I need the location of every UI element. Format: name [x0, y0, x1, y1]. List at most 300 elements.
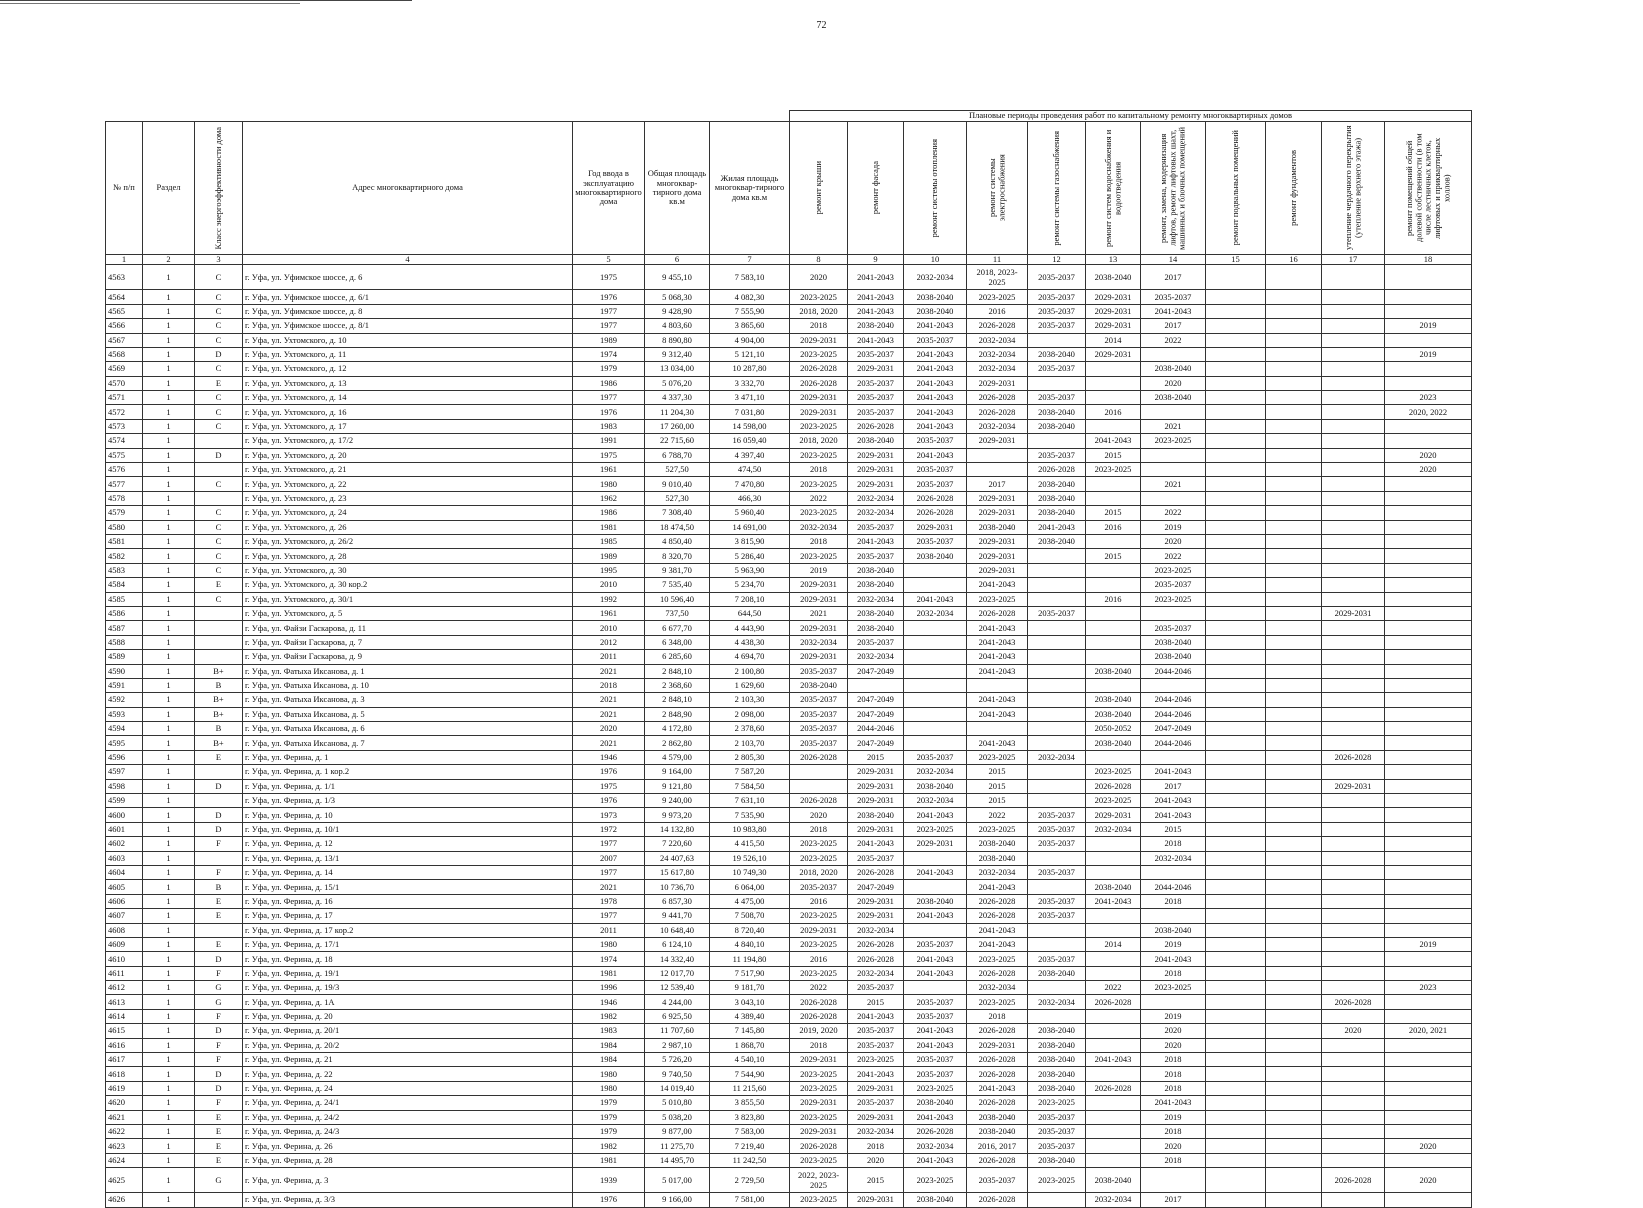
table-cell: 1977 — [573, 319, 645, 333]
col-header-foundation: ремонт фундаментов — [1266, 122, 1322, 255]
table-cell — [904, 650, 967, 664]
table-cell — [1206, 736, 1266, 750]
table-cell — [1086, 391, 1141, 405]
table-cell: 3 043,10 — [710, 995, 790, 1009]
table-cell — [1028, 937, 1086, 951]
table-cell: 7 584,50 — [710, 779, 790, 793]
table-cell — [1266, 290, 1322, 304]
table-cell — [1028, 650, 1086, 664]
table-cell: 2026-2028 — [790, 1139, 848, 1153]
table-cell: 1 — [143, 1139, 195, 1153]
table-cell: 1 — [143, 765, 195, 779]
table-cell: 4597 — [106, 765, 143, 779]
table-cell: 2029-2031 — [848, 448, 904, 462]
table-cell: 2023-2025 — [967, 592, 1028, 606]
table-cell: 2026-2028 — [790, 376, 848, 390]
table-cell — [1266, 606, 1322, 620]
table-cell: 2023-2025 — [790, 1193, 848, 1207]
table-cell — [1322, 333, 1385, 347]
table-cell: 2041-2043 — [967, 664, 1028, 678]
table-cell: 1 — [143, 1009, 195, 1023]
table-cell: г. Уфа, ул. Ферина, д. 14 — [243, 865, 573, 879]
table-cell: 2016 — [1086, 592, 1141, 606]
table-cell — [1206, 1067, 1266, 1081]
table-cell: 2038-2040 — [1028, 477, 1086, 491]
table-cell: г. Уфа, ул. Ухтомского, д. 30/1 — [243, 592, 573, 606]
table-cell: 2038-2040 — [967, 837, 1028, 851]
table-cell: 1 — [143, 808, 195, 822]
table-cell: 4621 — [106, 1110, 143, 1124]
table-cell: 2014 — [1086, 937, 1141, 951]
table-cell: 4579 — [106, 506, 143, 520]
table-cell — [1141, 678, 1206, 692]
table-cell — [1086, 477, 1141, 491]
table-cell: 2038-2040 — [1028, 1024, 1086, 1038]
table-cell: 24 407,63 — [645, 851, 710, 865]
table-cell: 2029-2031 — [967, 534, 1028, 548]
table-cell: г. Уфа, ул. Файзи Гаскарова, д. 11 — [243, 621, 573, 635]
table-cell: 4 082,30 — [710, 290, 790, 304]
table-cell: 5 234,70 — [710, 578, 790, 592]
table-cell — [1322, 851, 1385, 865]
table-cell — [1385, 822, 1472, 836]
table-cell: 1 — [143, 520, 195, 534]
table-cell: 1976 — [573, 1193, 645, 1207]
table-cell: г. Уфа, ул. Ферина, д. 1/1 — [243, 779, 573, 793]
table-cell: 1973 — [573, 808, 645, 822]
table-cell: 11 215,60 — [710, 1081, 790, 1095]
table-cell — [1385, 1081, 1472, 1095]
table-cell: 2023-2025 — [1086, 765, 1141, 779]
table-cell — [1266, 851, 1322, 865]
table-cell: 2026-2028 — [790, 794, 848, 808]
table-row — [106, 1009, 1472, 1023]
table-row — [106, 606, 1472, 620]
table-cell — [1028, 923, 1086, 937]
table-cell: 2038-2040 — [1028, 419, 1086, 433]
table-cell — [1322, 650, 1385, 664]
table-cell — [790, 765, 848, 779]
table-cell: 4 337,30 — [645, 391, 710, 405]
table-cell: 2029-2031 — [790, 333, 848, 347]
table-cell: 2029-2031 — [967, 491, 1028, 505]
table-cell: 2029-2031 — [848, 779, 904, 793]
table-cell: 2035-2037 — [848, 981, 904, 995]
table-cell: 1982 — [573, 1139, 645, 1153]
table-cell: 4582 — [106, 549, 143, 563]
table-cell — [1266, 678, 1322, 692]
table-cell: г. Уфа, ул. Уфимское шоссе, д. 6/1 — [243, 290, 573, 304]
table-cell — [1266, 621, 1322, 635]
table-cell: 2020 — [1141, 376, 1206, 390]
table-cell — [1266, 1110, 1322, 1124]
table-cell — [1385, 722, 1472, 736]
table-cell: 8 890,80 — [645, 333, 710, 347]
table-cell: г. Уфа, ул. Ферина, д. 20/2 — [243, 1038, 573, 1052]
table-row — [106, 563, 1472, 577]
table-cell: 4596 — [106, 750, 143, 764]
table-cell: 2018 — [1141, 1081, 1206, 1095]
table-cell: 1992 — [573, 592, 645, 606]
table-cell — [1266, 736, 1322, 750]
table-cell — [904, 722, 967, 736]
table-cell — [195, 434, 243, 448]
table-cell: 1 — [143, 837, 195, 851]
table-cell — [1322, 1125, 1385, 1139]
table-cell: г. Уфа, ул. Ферина, д. 20/1 — [243, 1024, 573, 1038]
table-cell: 2035-2037 — [848, 549, 904, 563]
table-cell: 5 038,20 — [645, 1110, 710, 1124]
table-cell: 2023-2025 — [790, 1081, 848, 1095]
table-cell: 1996 — [573, 981, 645, 995]
table-cell: 2035-2037 — [1028, 1139, 1086, 1153]
table-cell: г. Уфа, ул. Ухтомского, д. 21 — [243, 463, 573, 477]
table-cell: 2038-2040 — [1028, 506, 1086, 520]
table-row — [106, 304, 1472, 318]
table-row — [106, 592, 1472, 606]
table-cell: C — [195, 477, 243, 491]
table-cell — [1086, 650, 1141, 664]
table-cell: 2041-2043 — [1141, 952, 1206, 966]
table-cell: г. Уфа, ул. Уфимское шоссе, д. 6 — [243, 265, 573, 290]
table-cell — [904, 621, 967, 635]
table-cell: 2041-2043 — [848, 1009, 904, 1023]
table-row — [106, 477, 1472, 491]
table-cell: 2017 — [1141, 779, 1206, 793]
column-number: 18 — [1385, 255, 1472, 265]
table-cell: 4623 — [106, 1139, 143, 1153]
table-cell — [1141, 347, 1206, 361]
table-cell: 2017 — [1141, 265, 1206, 290]
table-cell — [1086, 362, 1141, 376]
table-cell: 2026-2028 — [904, 506, 967, 520]
table-cell — [1206, 578, 1266, 592]
table-cell — [904, 707, 967, 721]
table-row — [106, 391, 1472, 405]
table-cell — [1206, 952, 1266, 966]
table-cell — [1385, 894, 1472, 908]
table-cell — [1086, 851, 1141, 865]
table-cell: 2035-2037 — [904, 1009, 967, 1023]
table-cell: 2038-2040 — [1086, 736, 1141, 750]
table-cell: 2041-2043 — [904, 966, 967, 980]
table-cell: 2026-2028 — [1086, 779, 1141, 793]
table-cell — [1322, 534, 1385, 548]
table-cell: 6 857,30 — [645, 894, 710, 908]
table-cell: 1 — [143, 779, 195, 793]
table-cell: 1 — [143, 995, 195, 1009]
table-cell: 7 587,20 — [710, 765, 790, 779]
table-cell: 1 868,70 — [710, 1038, 790, 1052]
table-cell: 3 815,90 — [710, 534, 790, 548]
table-cell — [1028, 592, 1086, 606]
table-cell: 2047-2049 — [848, 736, 904, 750]
table-cell: 2038-2040 — [848, 606, 904, 620]
table-cell: г. Уфа, ул. Ферина, д. 28 — [243, 1153, 573, 1167]
table-cell: 2018 — [1141, 837, 1206, 851]
table-cell — [1266, 319, 1322, 333]
table-cell: 2038-2040 — [1141, 923, 1206, 937]
table-cell: 2044-2046 — [1141, 664, 1206, 678]
table-cell: 2041-2043 — [967, 578, 1028, 592]
table-cell — [1322, 1153, 1385, 1167]
table-cell: 1 — [143, 851, 195, 865]
table-cell — [1206, 405, 1266, 419]
table-cell — [1385, 851, 1472, 865]
table-cell: C — [195, 549, 243, 563]
table-cell: 10 287,80 — [710, 362, 790, 376]
table-row — [106, 851, 1472, 865]
table-cell: 6 677,70 — [645, 621, 710, 635]
table-cell: 2035-2037 — [1028, 265, 1086, 290]
table-cell: 2029-2031 — [790, 592, 848, 606]
table-cell: 2041-2043 — [967, 635, 1028, 649]
table-cell — [1385, 693, 1472, 707]
register-sheet — [105, 110, 1472, 1208]
table-cell: 2016 — [1086, 520, 1141, 534]
table-cell: г. Уфа, ул. Ферина, д. 1 — [243, 750, 573, 764]
table-row — [106, 434, 1472, 448]
table-cell: 4606 — [106, 894, 143, 908]
table-cell: 1983 — [573, 1024, 645, 1038]
table-cell: г. Уфа, ул. Ухтомского, д. 23 — [243, 491, 573, 505]
table-cell: 1 — [143, 333, 195, 347]
table-cell — [1028, 635, 1086, 649]
table-cell: 2041-2043 — [904, 1110, 967, 1124]
table-cell — [1266, 265, 1322, 290]
table-cell: 2 098,00 — [710, 707, 790, 721]
table-cell — [1385, 1038, 1472, 1052]
table-cell — [1086, 1067, 1141, 1081]
table-cell: 1 — [143, 981, 195, 995]
table-cell: 1 — [143, 1125, 195, 1139]
table-cell: 2035-2037 — [1028, 391, 1086, 405]
table-cell: 5 286,40 — [710, 549, 790, 563]
table-cell: 1 — [143, 1081, 195, 1095]
table-cell: 2038-2040 — [1028, 1053, 1086, 1067]
table-cell: г. Уфа, ул. Ухтомского, д. 28 — [243, 549, 573, 563]
table-cell — [1141, 448, 1206, 462]
table-cell: 2019 — [1385, 937, 1472, 951]
table-cell — [1028, 722, 1086, 736]
table-cell — [1385, 333, 1472, 347]
table-cell: 2035-2037 — [1028, 865, 1086, 879]
table-cell: 5 963,90 — [710, 563, 790, 577]
table-cell: 1 — [143, 405, 195, 419]
table-cell: 2041-2043 — [967, 621, 1028, 635]
table-cell: г. Уфа, ул. Ухтомского, д. 30 кор.2 — [243, 578, 573, 592]
table-row — [106, 1153, 1472, 1167]
table-cell: B — [195, 678, 243, 692]
column-number: 16 — [1266, 255, 1322, 265]
table-cell: г. Уфа, ул. Фатыха Иксанова, д. 7 — [243, 736, 573, 750]
table-cell: 2035-2037 — [1028, 1110, 1086, 1124]
table-cell: 2032-2034 — [848, 592, 904, 606]
table-cell: 2022 — [790, 491, 848, 505]
table-cell — [1385, 520, 1472, 534]
table-cell — [1086, 534, 1141, 548]
table-cell: E — [195, 894, 243, 908]
table-cell: 2026-2028 — [1028, 463, 1086, 477]
table-cell: 2029-2031 — [790, 1125, 848, 1139]
table-cell — [1266, 477, 1322, 491]
table-cell — [1086, 419, 1141, 433]
table-cell — [1266, 779, 1322, 793]
table-cell: 2023-2025 — [790, 477, 848, 491]
table-cell: 2021 — [1141, 419, 1206, 433]
table-cell: 2038-2040 — [967, 520, 1028, 534]
table-cell — [1266, 506, 1322, 520]
table-cell: 4604 — [106, 865, 143, 879]
table-cell: 2038-2040 — [848, 578, 904, 592]
table-cell — [1206, 779, 1266, 793]
table-cell: 6 285,60 — [645, 650, 710, 664]
table-cell: 3 332,70 — [710, 376, 790, 390]
table-cell: 2044-2046 — [1141, 693, 1206, 707]
table-cell: C — [195, 333, 243, 347]
table-cell: 12 017,70 — [645, 966, 710, 980]
table-cell: 2017 — [1141, 1193, 1206, 1207]
table-cell: 2023-2025 — [967, 750, 1028, 764]
table-cell: 9 010,40 — [645, 477, 710, 491]
table-cell: 2019 — [1141, 1009, 1206, 1023]
table-cell: C — [195, 534, 243, 548]
table-cell — [195, 635, 243, 649]
col-header-basement: ремонт подвальных помещений — [1206, 122, 1266, 255]
table-cell: C — [195, 592, 243, 606]
table-row — [106, 822, 1472, 836]
table-cell: г. Уфа, ул. Ферина, д. 3/3 — [243, 1193, 573, 1207]
table-cell: 1977 — [573, 837, 645, 851]
col-header-elevators: ремонт, замена, модернизация лифтов, ремонт лифтовых шахт, машинных и блочных помещений — [1141, 122, 1206, 255]
table-cell: 4571 — [106, 391, 143, 405]
table-cell: 1 — [143, 707, 195, 721]
table-cell: 2029-2031 — [967, 434, 1028, 448]
table-cell — [1266, 1153, 1322, 1167]
table-cell — [1086, 1153, 1141, 1167]
table-cell: B — [195, 880, 243, 894]
table-cell — [1322, 448, 1385, 462]
table-cell — [1028, 794, 1086, 808]
table-cell: 4 840,10 — [710, 937, 790, 951]
table-row — [106, 1038, 1472, 1052]
table-cell: г. Уфа, ул. Ухтомского, д. 12 — [243, 362, 573, 376]
table-cell: 2041-2043 — [1028, 520, 1086, 534]
table-cell: E — [195, 1110, 243, 1124]
table-cell — [1266, 880, 1322, 894]
table-cell — [1028, 664, 1086, 678]
table-cell — [1266, 1081, 1322, 1095]
table-cell: 4618 — [106, 1067, 143, 1081]
table-cell: 15 617,80 — [645, 865, 710, 879]
table-cell: 7 631,10 — [710, 794, 790, 808]
table-cell: 4 397,40 — [710, 448, 790, 462]
table-cell: 1975 — [573, 779, 645, 793]
table-cell: 2019, 2020 — [790, 1024, 848, 1038]
table-cell — [1266, 1139, 1322, 1153]
table-row — [106, 837, 1472, 851]
table-cell — [1086, 865, 1141, 879]
table-cell — [1322, 592, 1385, 606]
table-cell: 4585 — [106, 592, 143, 606]
table-cell: G — [195, 995, 243, 1009]
table-row — [106, 290, 1472, 304]
table-cell: 1977 — [573, 304, 645, 318]
table-cell: 2026-2028 — [967, 606, 1028, 620]
table-cell — [1206, 851, 1266, 865]
table-cell: C — [195, 290, 243, 304]
table-cell: 3 865,60 — [710, 319, 790, 333]
table-cell: 1 — [143, 621, 195, 635]
table-cell: 8 320,70 — [645, 549, 710, 563]
table-cell — [1385, 952, 1472, 966]
table-cell: 1 — [143, 966, 195, 980]
table-cell — [1322, 434, 1385, 448]
table-cell: 1 — [143, 1110, 195, 1124]
table-cell — [1266, 1096, 1322, 1110]
table-cell: 14 132,80 — [645, 822, 710, 836]
table-cell: 1 — [143, 448, 195, 462]
table-cell — [1028, 765, 1086, 779]
table-cell: 2020 — [1141, 1024, 1206, 1038]
table-cell: 2035-2037 — [790, 880, 848, 894]
table-cell — [1206, 448, 1266, 462]
table-cell: 9 381,70 — [645, 563, 710, 577]
table-cell: 2029-2031 — [790, 923, 848, 937]
table-cell — [1086, 621, 1141, 635]
table-cell: 2020 — [790, 808, 848, 822]
table-cell: 1979 — [573, 362, 645, 376]
table-cell: 4572 — [106, 405, 143, 419]
table-cell: 2032-2034 — [904, 794, 967, 808]
table-cell: 2018 — [1141, 1125, 1206, 1139]
table-cell: 2018 — [573, 678, 645, 692]
table-row — [106, 265, 1472, 290]
table-cell: 1 — [143, 750, 195, 764]
table-cell: г. Уфа, ул. Ухтомского, д. 26 — [243, 520, 573, 534]
table-cell: 2029-2031 — [848, 894, 904, 908]
table-cell: 2023-2025 — [790, 1110, 848, 1124]
table-cell — [1322, 376, 1385, 390]
table-cell — [1266, 635, 1322, 649]
table-cell: 11 204,30 — [645, 405, 710, 419]
table-cell: 4580 — [106, 520, 143, 534]
table-cell: 1974 — [573, 347, 645, 361]
table-cell: 2041-2043 — [1086, 894, 1141, 908]
table-cell: 2017 — [1141, 319, 1206, 333]
table-cell: 2035-2037 — [848, 376, 904, 390]
table-cell: 2032-2034 — [967, 865, 1028, 879]
table-cell: 11 242,50 — [710, 1153, 790, 1167]
table-cell — [904, 880, 967, 894]
table-cell: г. Уфа, ул. Ухтомского, д. 17/2 — [243, 434, 573, 448]
table-cell: 2035-2037 — [904, 463, 967, 477]
table-cell: 4625 — [106, 1168, 143, 1193]
table-cell: 2029-2031 — [848, 1110, 904, 1124]
table-cell — [1206, 635, 1266, 649]
col-header-year: Год ввода в эксплуатацию многоквартирного дома — [573, 122, 645, 255]
table-cell: 2041-2043 — [904, 362, 967, 376]
table-cell — [1322, 491, 1385, 505]
table-cell: 4 904,00 — [710, 333, 790, 347]
table-cell: 2026-2028 — [967, 894, 1028, 908]
table-cell — [1322, 765, 1385, 779]
col-header-common-premises: ремонт помещений общей долевой собственности (в том числе лестничных клеток, лифтовых и приквартирных холлов) — [1385, 122, 1472, 255]
table-cell: 4581 — [106, 534, 143, 548]
table-cell — [1385, 477, 1472, 491]
table-row — [106, 650, 1472, 664]
table-cell: 2 368,60 — [645, 678, 710, 692]
